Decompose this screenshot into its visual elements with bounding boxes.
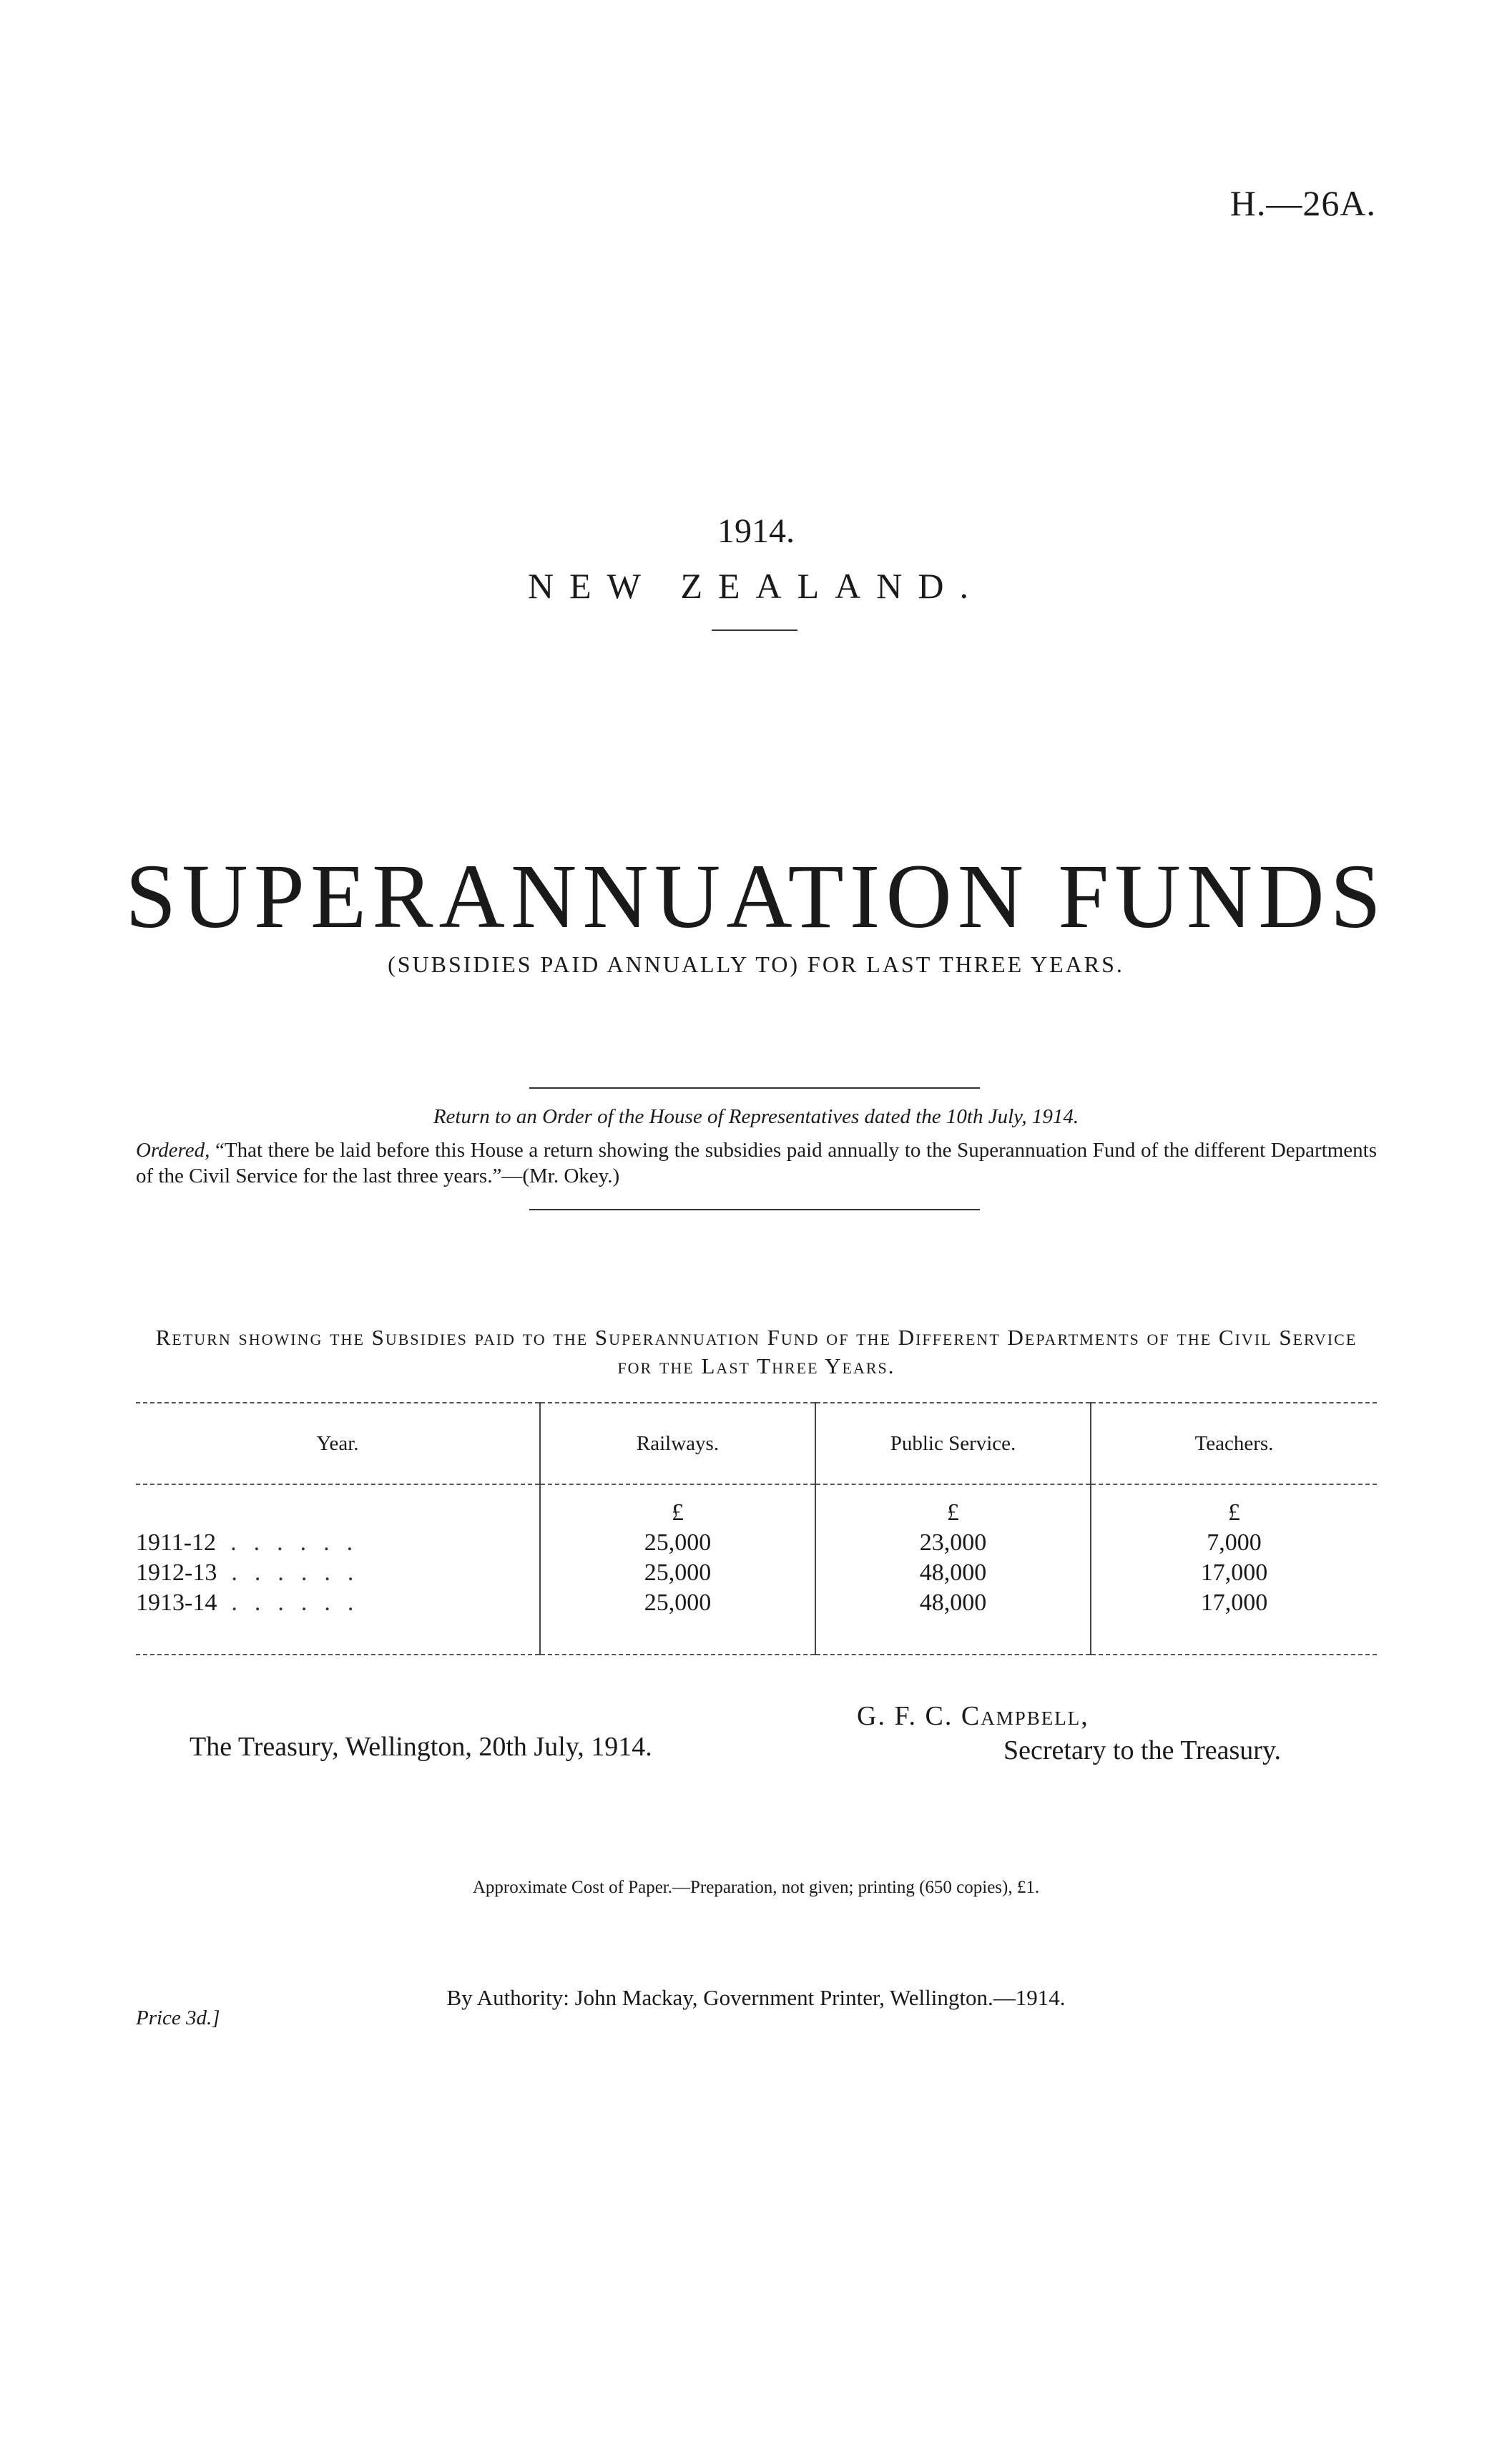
column-header-teachers: Teachers.	[1091, 1403, 1377, 1484]
ordered-text: “That there be laid before this House a return showing the subsidies paid annually to the Superannuation Fund of the different Departments of the Civil Service for the last three years.”—(Mr. Okey.)	[136, 1139, 1377, 1187]
country-heading: NEW ZEALAND.	[528, 566, 984, 606]
column-header-railways: Railways.	[540, 1403, 815, 1484]
unit-teachers: £	[1091, 1484, 1377, 1528]
document-reference: H.—26A.	[1229, 183, 1376, 223]
order-bottom-rule	[529, 1209, 980, 1210]
ordered-paragraph	[136, 1137, 1377, 1189]
subsidies-table	[136, 1402, 1377, 1655]
publication-year: 1914.	[717, 512, 795, 550]
signatory-block	[857, 1699, 1281, 1768]
cell-teachers: 17,000	[1091, 1558, 1377, 1588]
cell-railways: 25,000	[540, 1588, 815, 1618]
table-header-row	[136, 1403, 1377, 1484]
printing-authority: By Authority: John Mackay, Government Printer, Wellington.—1914.	[446, 1985, 1066, 2010]
cell-railways: 25,000	[540, 1558, 815, 1588]
cell-railways: 25,000	[540, 1528, 815, 1558]
unit-railways: £	[540, 1484, 815, 1528]
column-header-year: Year.	[136, 1403, 540, 1484]
main-title: SUPERANNUATION FUNDS	[125, 846, 1387, 947]
units-row	[136, 1484, 1377, 1528]
order-top-rule	[529, 1087, 980, 1089]
unit-public-service: £	[815, 1484, 1091, 1528]
cell-public-service: 48,000	[815, 1588, 1091, 1618]
cell-public-service: 23,000	[815, 1528, 1091, 1558]
row-year: 1913-14 ......	[136, 1589, 371, 1616]
subtitle: (SUBSIDIES PAID ANNUALLY TO) FOR LAST THREE YEARS.	[388, 951, 1124, 977]
title-divider	[712, 629, 797, 631]
table-row	[136, 1558, 1377, 1588]
signatory-name: G. F. C. Campbell,	[857, 1701, 1089, 1731]
cell-teachers: 7,000	[1091, 1528, 1377, 1558]
return-order-line: Return to an Order of the House of Representatives dated the 10th July, 1914.	[433, 1105, 1079, 1128]
table-row	[136, 1528, 1377, 1558]
price: Price 3d.]	[136, 2006, 220, 2029]
table-bottom-row	[136, 1618, 1377, 1655]
leader-dots: ......	[231, 1589, 371, 1616]
leader-dots: ......	[231, 1559, 371, 1586]
cell-public-service: 48,000	[815, 1558, 1091, 1588]
row-year: 1912-13 ......	[136, 1559, 371, 1586]
column-header-public-service: Public Service.	[815, 1403, 1091, 1484]
leader-dots: ......	[230, 1529, 370, 1556]
place-and-date: The Treasury, Wellington, 20th July, 1914.	[190, 1732, 652, 1762]
row-year: 1911-12 ......	[136, 1529, 370, 1556]
ordered-label: Ordered,	[136, 1139, 210, 1162]
table-row	[136, 1588, 1377, 1618]
signatory-title: Secretary to the Treasury.	[1003, 1735, 1281, 1765]
return-heading: Return showing the Subsidies paid to the Superannuation Fund of the Different Departments of the Civil Service for the Last Three Years.	[155, 1325, 1358, 1378]
cell-teachers: 17,000	[1091, 1588, 1377, 1618]
cost-of-paper: Approximate Cost of Paper.—Preparation, not given; printing (650 copies), £1.	[472, 1878, 1040, 1897]
